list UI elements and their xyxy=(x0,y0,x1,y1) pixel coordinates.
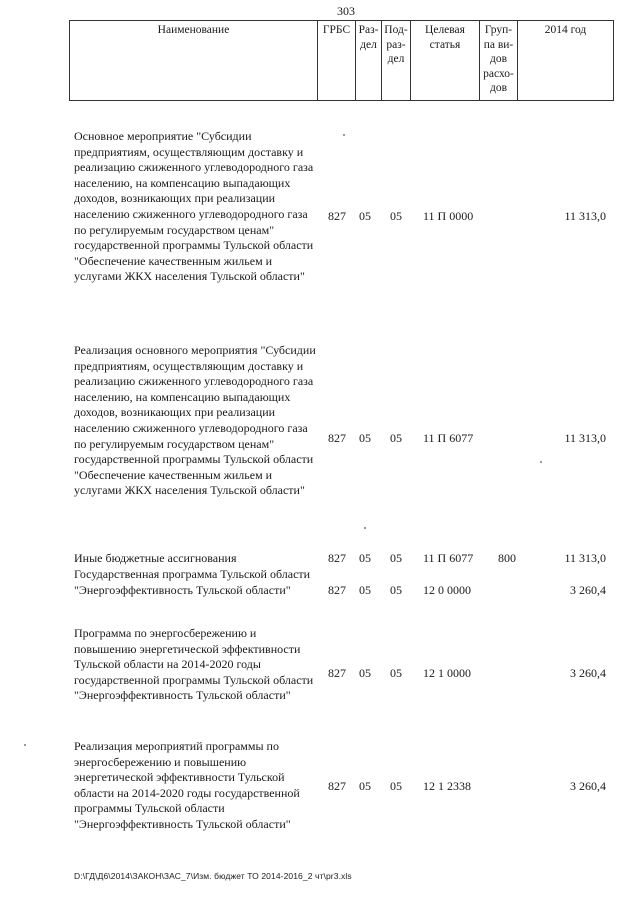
row-razdel: 05 xyxy=(359,551,371,565)
row-name: Государственная программа Тульской области "Энергоэффективность Тульской области" xyxy=(74,567,311,597)
header-name: Наименование xyxy=(70,21,318,101)
row-celevaya: 12 1 0000 xyxy=(423,666,471,680)
row-amount: 11 313,0 xyxy=(564,431,606,445)
row-grbs: 827 xyxy=(328,431,346,445)
row-podrazdel: 05 xyxy=(390,666,402,680)
row-grbs: 827 xyxy=(328,551,346,565)
scan-speck xyxy=(343,134,345,136)
row-amount: 11 313,0 xyxy=(564,209,606,223)
scan-speck xyxy=(540,461,542,463)
header-celevaya: Целевая статья xyxy=(411,21,480,101)
row-name: Реализация мероприятий программы по энергосбережению и повышению энергетической эффективности Тульской области на 2014-2020 годы государственной программы Тульской области "Энергоэффективность Тульской области" xyxy=(74,739,300,831)
row-celevaya: 11 П 0000 xyxy=(423,209,474,223)
row-vid-rashodov: 800 xyxy=(498,551,516,565)
table-row xyxy=(74,739,614,835)
table-row xyxy=(74,626,614,721)
row-celevaya: 12 1 2338 xyxy=(423,779,471,793)
header-gruppa: Груп- па ви- дов расхо- дов xyxy=(480,21,518,101)
row-name: Основное мероприятие "Субсидии предприятиям, осуществляющим доставку и реализацию сжиженного углеводородного газа населению, на компенсацию выпадающих доходов, возникающих при реализации населению сжиженного углеводородного газа по регулируемым государством ценам" государственной программы Тульской области "Обеспечение качественным жильем и услугами ЖКХ населения Тульской области" xyxy=(74,129,314,284)
row-podrazdel: 05 xyxy=(390,551,402,565)
table-header xyxy=(69,20,614,101)
row-razdel: 05 xyxy=(359,209,371,223)
table-row xyxy=(74,129,614,319)
row-amount: 3 260,4 xyxy=(570,779,606,793)
row-podrazdel: 05 xyxy=(390,209,402,223)
row-name: Иные бюджетные ассигнования xyxy=(74,551,237,565)
header-podrazdel: Под- раз- дел xyxy=(382,21,411,101)
page-number: 303 xyxy=(337,4,355,18)
row-name: Программа по энергосбережению и повышению энергетической эффективности Тульской области на 2014-2020 годы государственной программы Тульской области "Энергоэффективность Тульской области" xyxy=(74,626,314,703)
row-grbs: 827 xyxy=(328,583,346,597)
row-celevaya: 11 П 6077 xyxy=(423,431,474,445)
scan-speck xyxy=(364,527,366,529)
row-celevaya: 12 0 0000 xyxy=(423,583,471,597)
header-razdel: Раз- дел xyxy=(356,21,382,101)
scan-speck xyxy=(24,744,26,746)
header-year: 2014 год xyxy=(518,21,614,101)
row-razdel: 05 xyxy=(359,431,371,445)
row-razdel: 05 xyxy=(359,666,371,680)
row-celevaya: 11 П 6077 xyxy=(423,551,474,565)
row-amount: 11 313,0 xyxy=(564,551,606,565)
row-podrazdel: 05 xyxy=(390,431,402,445)
row-amount: 3 260,4 xyxy=(570,583,606,597)
row-podrazdel: 05 xyxy=(390,583,402,597)
table-row xyxy=(74,567,614,617)
row-razdel: 05 xyxy=(359,583,371,597)
row-name: Реализация основного мероприятия "Субсидии предприятиям, осуществляющим доставку и реализацию сжиженного углеводородного газа населению, на компенсацию выпадающих доходов, возникающих при реализации населению сжиженного углеводородного газа по регулируемым государством ценам" государственной программы Тульской области "Обеспечение качественным жильем и услугами ЖКХ населения Тульской области" xyxy=(74,343,316,498)
table-row xyxy=(74,343,614,533)
row-razdel: 05 xyxy=(359,779,371,793)
row-podrazdel: 05 xyxy=(390,779,402,793)
row-grbs: 827 xyxy=(328,209,346,223)
row-grbs: 827 xyxy=(328,779,346,793)
file-path-footer: D:\ГД\Д6\2014\ЗАКОН\ЗАС_7\Изм. бюджет ТО 2014-2016_2 чт\pr3.xls xyxy=(74,871,352,881)
row-amount: 3 260,4 xyxy=(570,666,606,680)
header-grbs: ГРБС xyxy=(318,21,356,101)
row-grbs: 827 xyxy=(328,666,346,680)
